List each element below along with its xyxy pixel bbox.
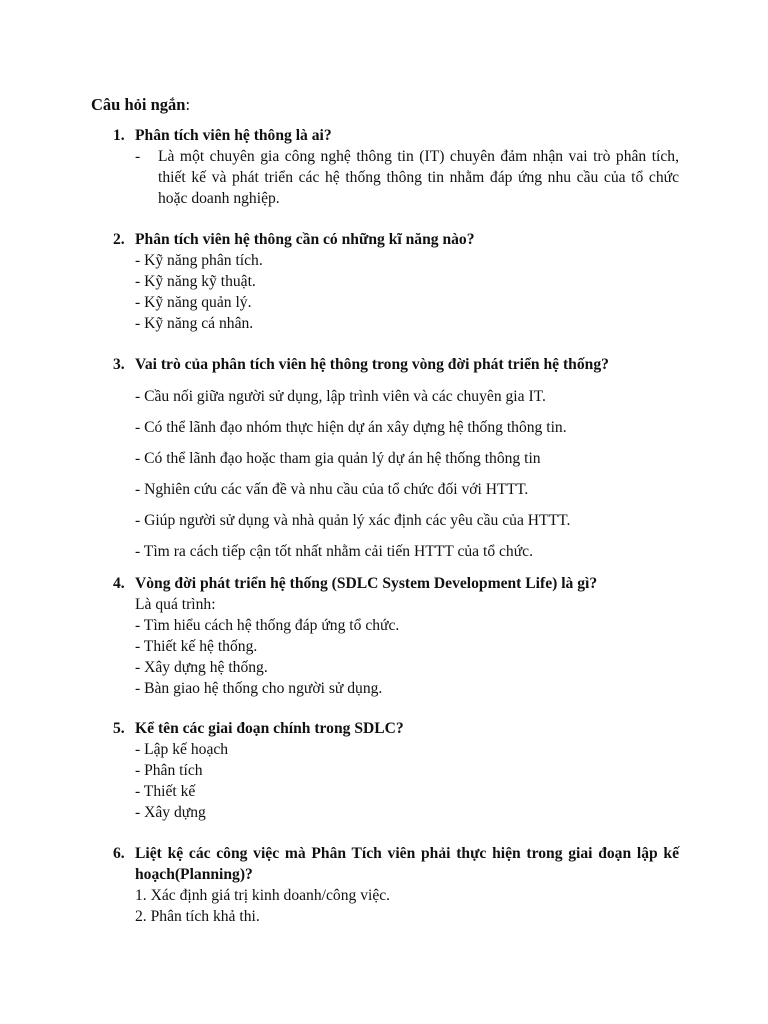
answer-line: - Xây dựng hệ thống. — [135, 659, 268, 676]
question-title — [113, 843, 679, 885]
question-title — [113, 229, 679, 250]
answer-line: - Có thể lãnh đạo nhóm thực hiện dự án xây dựng hệ thống thông tin. — [135, 419, 567, 436]
answer-line: - Tìm hiểu cách hệ thống đáp ứng tổ chức. — [135, 617, 400, 634]
answer-line: - Kỹ năng kỹ thuật. — [135, 273, 256, 290]
answer-list — [113, 885, 679, 927]
answer-list — [113, 386, 679, 562]
answer-line: - Có thể lãnh đạo hoặc tham gia quản lý dự án hệ thống thông tin — [135, 450, 541, 467]
section-heading — [91, 94, 190, 116]
question-title — [113, 354, 679, 375]
question-text: Phân tích viên hệ thông cần có những kĩ năng nào? — [135, 231, 475, 248]
answer-line: 1. Xác định giá trị kinh doanh/công việc. — [135, 887, 391, 904]
answer-line: - Lập kế hoạch — [135, 741, 229, 758]
answer-line: - Giúp người sử dụng và nhà quản lý xác định các yêu cầu của HTTT. — [135, 512, 571, 529]
answer-line: - Phân tích — [135, 762, 203, 779]
answer-list — [113, 594, 679, 699]
answer-line: - Kỹ năng cá nhân. — [135, 315, 254, 332]
question-text: Phân tích viên hệ thông là ai? — [135, 127, 332, 144]
answer-line: - Nghiên cứu các vấn đề và nhu cầu của tổ chức đối với HTTT. — [135, 481, 529, 498]
answer-line: 2. Phân tích khả thi. — [135, 908, 260, 925]
question-number: 4. — [113, 575, 125, 592]
answer-list — [113, 250, 679, 334]
question-6 — [113, 843, 679, 927]
section-heading-title: Câu hỏi ngắn — [91, 95, 186, 114]
answer-line: - Tìm ra cách tiếp cận tốt nhất nhằm cải tiến HTTT của tổ chức. — [135, 543, 533, 560]
section-heading-colon: : — [185, 95, 191, 114]
question-number: 3. — [113, 356, 125, 373]
question-title — [113, 573, 679, 594]
answer-bullet: - — [135, 148, 141, 165]
question-number: 1. — [113, 127, 125, 144]
question-number: 2. — [113, 231, 125, 248]
answer-list — [113, 739, 679, 823]
question-2 — [113, 229, 679, 334]
answer-text: Là một chuyên gia công nghệ thông tin (IT) chuyên đảm nhận vai trò phân tích, thiết kế và phát triển các hệ thống thông tin nhằm đáp ứng nhu cầu của tổ chức hoặc doanh nghiệp. — [158, 148, 679, 207]
answer-line: - Xây dựng — [135, 804, 206, 821]
question-title — [113, 718, 679, 739]
question-1 — [113, 125, 679, 209]
answer-line: - Thiết kế hệ thống. — [135, 638, 258, 655]
question-text: Vòng đời phát triển hệ thống (SDLC System Development Life) là gì? — [135, 575, 598, 592]
question-5 — [113, 718, 679, 823]
question-number: 5. — [113, 720, 125, 737]
question-text: Vai trò của phân tích viên hệ thông trong vòng đời phát triển hệ thống? — [135, 356, 609, 373]
answer-line: - Bàn giao hệ thống cho người sử dụng. — [135, 680, 383, 697]
answer-line: - Cầu nối giữa người sử dụng, lập trình viên và các chuyên gia IT. — [135, 388, 546, 405]
question-title — [113, 125, 679, 146]
answer-line: - Thiết kế — [135, 783, 196, 800]
answer-line: - Kỹ năng phân tích. — [135, 252, 263, 269]
question-text: Kể tên các giai đoạn chính trong SDLC? — [135, 720, 404, 737]
question-3 — [113, 354, 679, 562]
question-text: Liệt kệ các công việc mà Phân Tích viên phải thực hiện trong giai đoạn lập kế hoạch(Planning)? — [135, 845, 679, 883]
question-4 — [113, 573, 679, 699]
answer-item — [113, 146, 679, 209]
question-number: 6. — [113, 845, 125, 862]
answer-line: - Kỹ năng quản lý. — [135, 294, 252, 311]
answer-line: Là quá trình: — [135, 596, 216, 613]
